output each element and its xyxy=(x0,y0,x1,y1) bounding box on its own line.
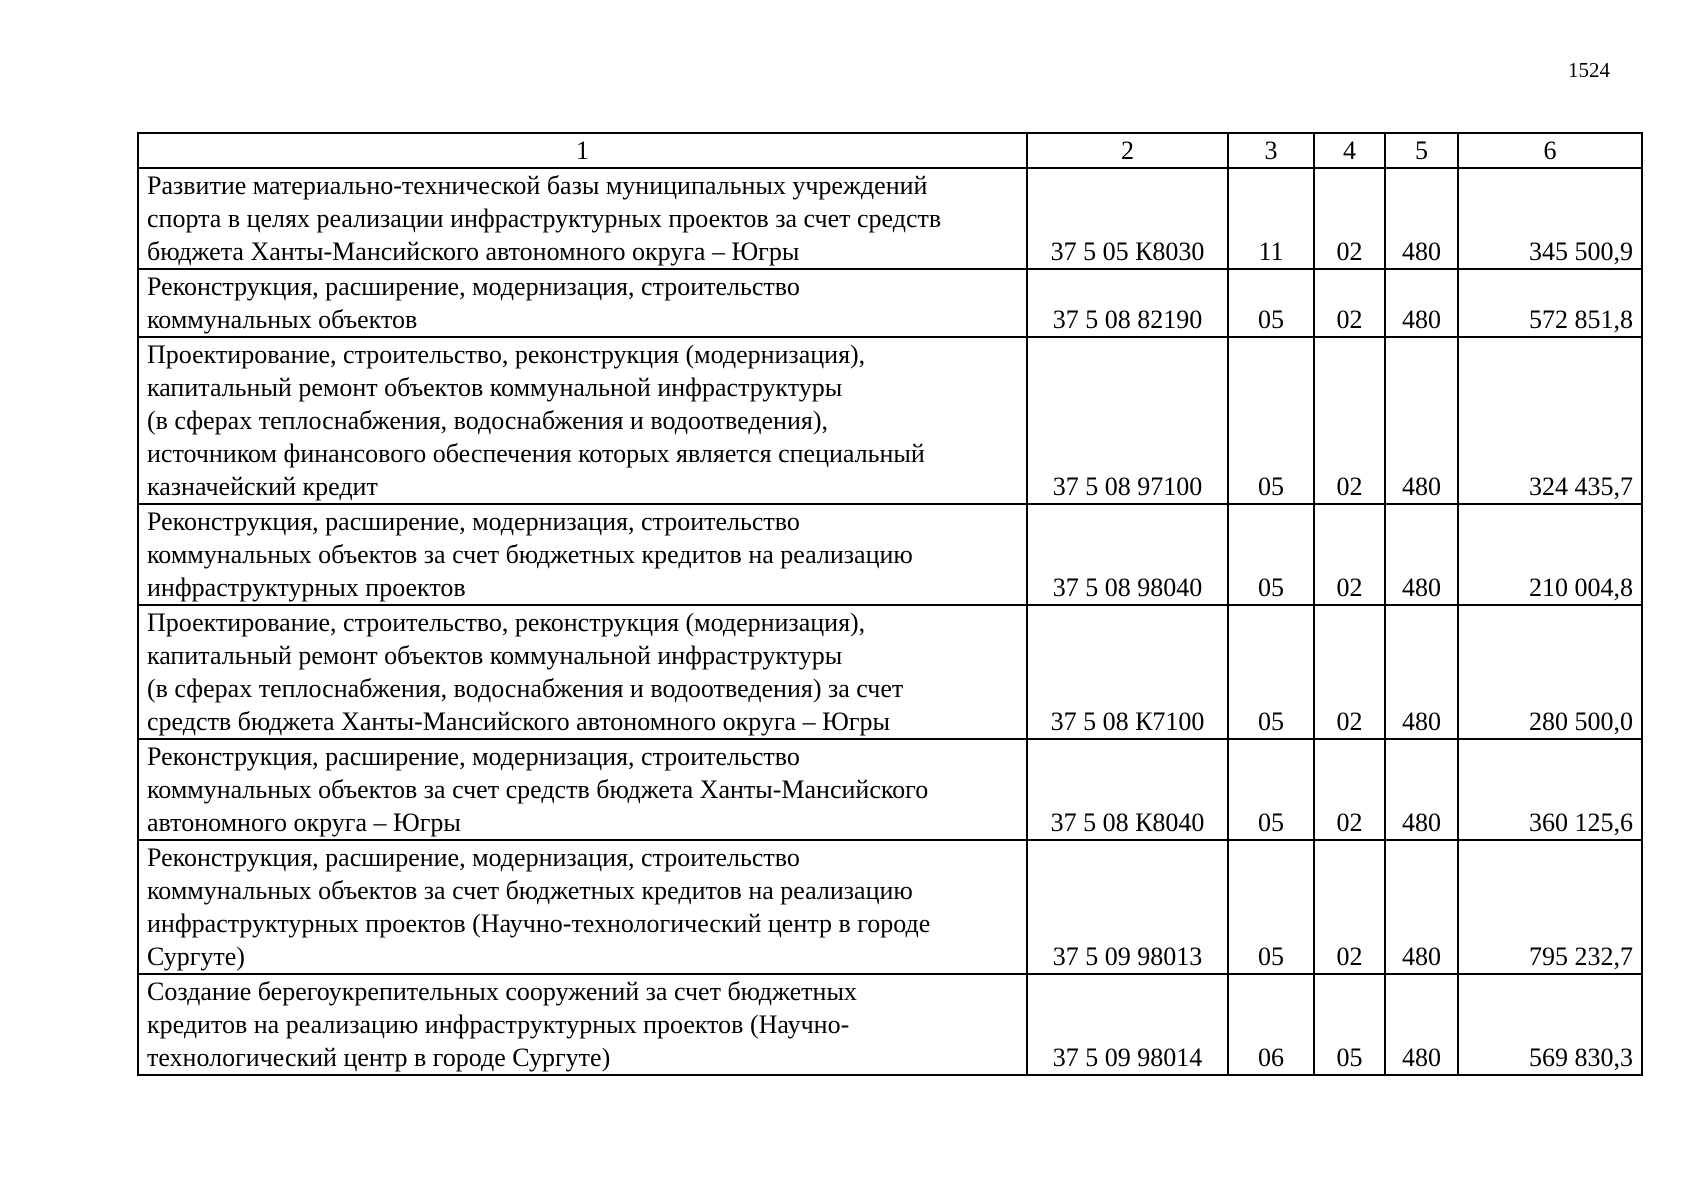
table-row xyxy=(138,504,1642,605)
expense-type-cell: 480 xyxy=(1385,269,1458,337)
description-line: капитальный ремонт объектов коммунальной инфраструктуры xyxy=(147,373,843,402)
budget-code-cell: 37 5 08 82190 xyxy=(1027,269,1228,337)
column-header: 1 xyxy=(138,133,1027,168)
description-line: Развитие материально-технической базы муниципальных учреждений xyxy=(147,171,928,200)
section-cell: 11 xyxy=(1228,168,1314,269)
section-cell: 05 xyxy=(1228,605,1314,739)
subsection-cell: 02 xyxy=(1314,605,1385,739)
expense-type-cell: 480 xyxy=(1385,168,1458,269)
amount-cell: 324 435,7 xyxy=(1458,337,1642,504)
subsection-cell: 05 xyxy=(1314,974,1385,1075)
budget-code-cell: 37 5 05 К8030 xyxy=(1027,168,1228,269)
budget-code-cell: 37 5 08 97100 xyxy=(1027,337,1228,504)
subsection-cell: 02 xyxy=(1314,337,1385,504)
description-line: технологический центр в городе Сургуте) xyxy=(147,1043,611,1072)
description-line: спорта в целях реализации инфраструктурных проектов за счет средств xyxy=(147,204,942,233)
amount-cell: 360 125,6 xyxy=(1458,739,1642,840)
table-row xyxy=(138,605,1642,739)
column-header: 5 xyxy=(1385,133,1458,168)
description-cell xyxy=(138,974,1027,1075)
budget-code-cell: 37 5 08 98040 xyxy=(1027,504,1228,605)
expense-type-cell: 480 xyxy=(1385,974,1458,1075)
description-line: кредитов на реализацию инфраструктурных проектов (Научно- xyxy=(147,1010,850,1039)
amount-cell: 572 851,8 xyxy=(1458,269,1642,337)
expense-type-cell: 480 xyxy=(1385,739,1458,840)
expense-type-cell: 480 xyxy=(1385,840,1458,974)
description-line: Проектирование, строительство, реконструкция (модернизация), xyxy=(147,340,866,369)
description-cell xyxy=(138,840,1027,974)
section-cell: 05 xyxy=(1228,337,1314,504)
table-row xyxy=(138,739,1642,840)
description-line: источником финансового обеспечения которых является специальный xyxy=(147,439,925,468)
description-cell xyxy=(138,337,1027,504)
column-header: 3 xyxy=(1228,133,1314,168)
description-line: Реконструкция, расширение, модернизация, строительство xyxy=(147,507,800,536)
page-number: 1524 xyxy=(1568,58,1610,82)
description-line: коммунальных объектов за счет бюджетных кредитов на реализацию xyxy=(147,540,913,569)
description-line: Сургуте) xyxy=(147,942,245,971)
table-row xyxy=(138,269,1642,337)
description-line: Реконструкция, расширение, модернизация, строительство xyxy=(147,742,800,771)
description-line: инфраструктурных проектов xyxy=(147,573,466,602)
subsection-cell: 02 xyxy=(1314,168,1385,269)
column-header: 6 xyxy=(1458,133,1642,168)
description-line: Реконструкция, расширение, модернизация, строительство xyxy=(147,843,800,872)
expense-type-cell: 480 xyxy=(1385,605,1458,739)
description-line: инфраструктурных проектов (Научно-технологический центр в городе xyxy=(147,909,931,938)
description-cell xyxy=(138,168,1027,269)
budget-table xyxy=(137,132,1643,1076)
description-line: капитальный ремонт объектов коммунальной инфраструктуры xyxy=(147,641,843,670)
description-line: автономного округа – Югры xyxy=(147,808,461,837)
subsection-cell: 02 xyxy=(1314,504,1385,605)
table-row xyxy=(138,974,1642,1075)
description-line: (в сферах теплоснабжения, водоснабжения и водоотведения) за счет xyxy=(147,674,904,703)
description-cell xyxy=(138,269,1027,337)
description-cell xyxy=(138,605,1027,739)
description-cell xyxy=(138,739,1027,840)
description-line: коммунальных объектов за счет бюджетных кредитов на реализацию xyxy=(147,876,913,905)
table-row xyxy=(138,168,1642,269)
budget-code-cell: 37 5 08 К8040 xyxy=(1027,739,1228,840)
description-line: Проектирование, строительство, реконструкция (модернизация), xyxy=(147,608,866,637)
section-cell: 05 xyxy=(1228,269,1314,337)
description-line: (в сферах теплоснабжения, водоснабжения и водоотведения), xyxy=(147,406,828,435)
expense-type-cell: 480 xyxy=(1385,504,1458,605)
budget-code-cell: 37 5 09 98014 xyxy=(1027,974,1228,1075)
description-cell xyxy=(138,504,1027,605)
table-row xyxy=(138,840,1642,974)
section-cell: 06 xyxy=(1228,974,1314,1075)
description-line: коммунальных объектов xyxy=(147,305,418,334)
description-line: казначейский кредит xyxy=(147,472,378,501)
subsection-cell: 02 xyxy=(1314,739,1385,840)
amount-cell: 210 004,8 xyxy=(1458,504,1642,605)
section-cell: 05 xyxy=(1228,840,1314,974)
section-cell: 05 xyxy=(1228,504,1314,605)
amount-cell: 280 500,0 xyxy=(1458,605,1642,739)
table-row xyxy=(138,337,1642,504)
section-cell: 05 xyxy=(1228,739,1314,840)
description-line: средств бюджета Ханты-Мансийского автономного округа – Югры xyxy=(147,707,890,736)
column-header: 4 xyxy=(1314,133,1385,168)
description-line: Реконструкция, расширение, модернизация, строительство xyxy=(147,272,800,301)
description-line: бюджета Ханты-Мансийского автономного округа – Югры xyxy=(147,237,800,266)
amount-cell: 569 830,3 xyxy=(1458,974,1642,1075)
description-line: Создание берегоукрепительных сооружений за счет бюджетных xyxy=(147,977,857,1006)
table-body xyxy=(138,168,1642,1075)
budget-code-cell: 37 5 08 К7100 xyxy=(1027,605,1228,739)
description-line: коммунальных объектов за счет средств бюджета Ханты-Мансийского xyxy=(147,775,929,804)
column-header: 2 xyxy=(1027,133,1228,168)
subsection-cell: 02 xyxy=(1314,269,1385,337)
subsection-cell: 02 xyxy=(1314,840,1385,974)
header-row xyxy=(138,133,1642,168)
expense-type-cell: 480 xyxy=(1385,337,1458,504)
budget-code-cell: 37 5 09 98013 xyxy=(1027,840,1228,974)
amount-cell: 345 500,9 xyxy=(1458,168,1642,269)
amount-cell: 795 232,7 xyxy=(1458,840,1642,974)
